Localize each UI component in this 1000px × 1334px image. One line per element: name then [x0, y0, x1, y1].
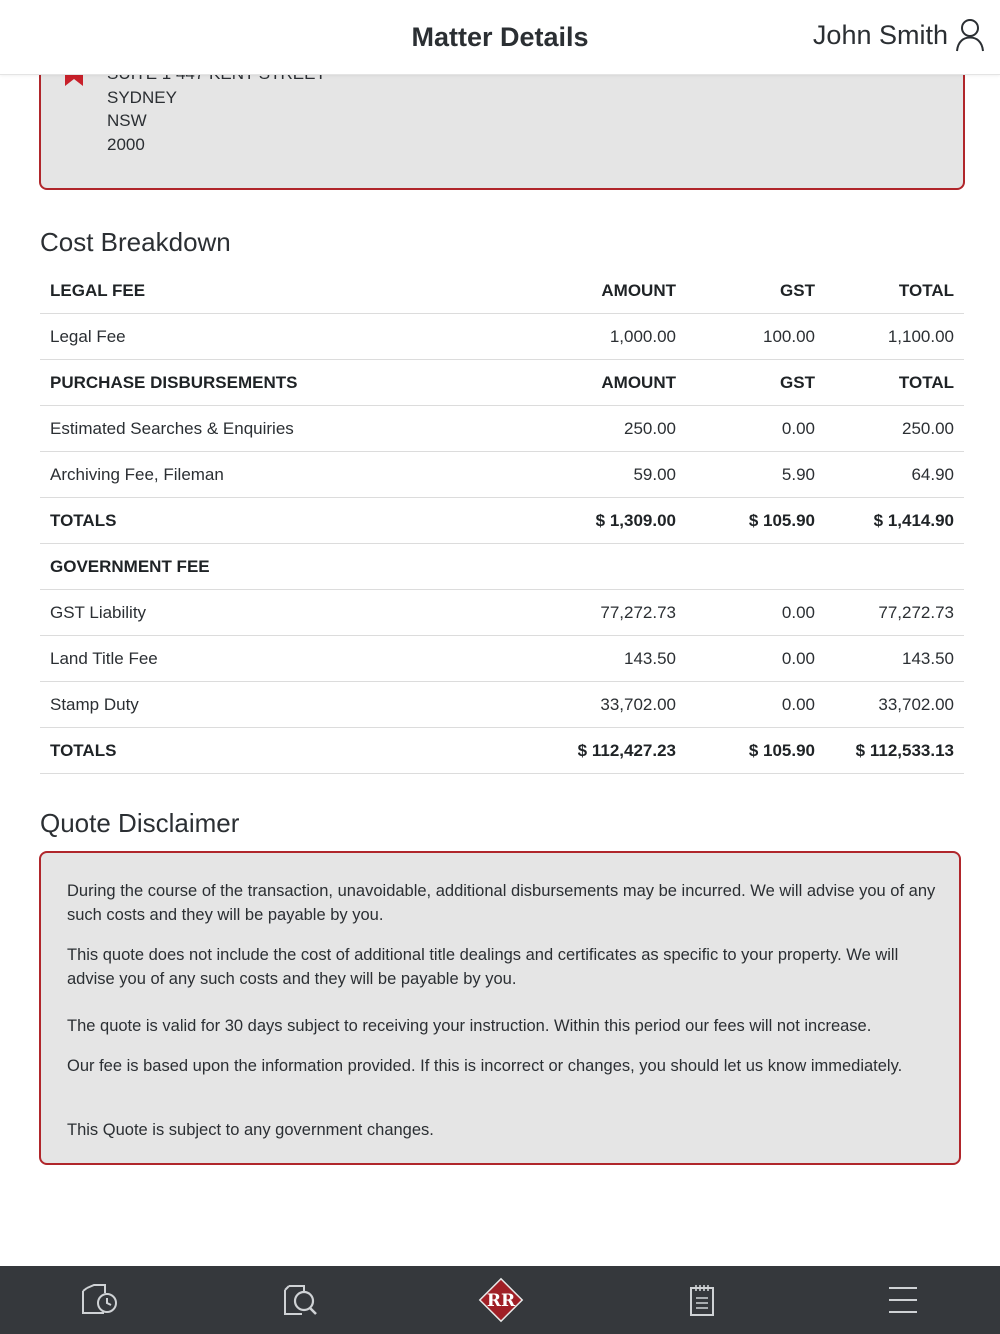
cell-amount: AMOUNT — [601, 373, 676, 392]
user-name: John Smith — [812, 19, 948, 50]
cell-gst: GST — [780, 281, 815, 300]
cell-total: TOTAL — [898, 373, 954, 392]
cell-amount: 1,000.00 — [609, 327, 676, 346]
table-row — [40, 452, 964, 498]
cell-gst: 5.90 — [781, 465, 815, 484]
cell-total: 143.50 — [902, 649, 954, 668]
cell-gst: 0.00 — [781, 695, 815, 714]
cost-table — [40, 268, 964, 774]
table-row-purchase-disbursements-header — [40, 360, 964, 406]
nav-search-documents[interactable] — [260, 1266, 340, 1334]
address-line-3: NSW — [107, 111, 147, 130]
cell-label: Legal Fee — [50, 327, 126, 346]
table-row-totals — [40, 498, 964, 544]
nav-matter-history[interactable] — [60, 1266, 140, 1334]
cell-label: Estimated Searches & Enquiries — [50, 419, 294, 438]
cell-gst: 0.00 — [781, 603, 815, 622]
cell-amount: 33,702.00 — [600, 695, 676, 714]
user-icon — [954, 18, 986, 52]
page-title: Matter Details — [411, 22, 589, 52]
cell-amount: 250.00 — [624, 419, 676, 438]
top-header — [0, 0, 1000, 75]
table-row — [40, 590, 964, 636]
cell-gst: $ 105.90 — [748, 741, 815, 760]
cell-amount: 143.50 — [624, 649, 676, 668]
logo-text: RR — [486, 1291, 516, 1311]
nav-notes[interactable] — [662, 1266, 742, 1334]
cell-label: Land Title Fee — [50, 649, 158, 668]
cell-gst: 0.00 — [781, 419, 815, 438]
nav-home-logo[interactable] — [461, 1266, 541, 1334]
cell-amount: 59.00 — [633, 465, 676, 484]
quote-disclaimer-card — [39, 851, 961, 1165]
cell-gst: GST — [780, 373, 815, 392]
cell-label: GOVERNMENT FEE — [50, 557, 210, 576]
cell-total: 64.90 — [911, 465, 954, 484]
cell-amount: $ 112,427.23 — [577, 741, 676, 760]
cell-amount: AMOUNT — [601, 281, 676, 300]
cell-label: Stamp Duty — [50, 695, 139, 714]
address-line-4: 2000 — [107, 134, 145, 154]
cell-label: TOTALS — [50, 511, 117, 530]
table-row — [40, 636, 964, 682]
nav-menu[interactable] — [863, 1266, 943, 1334]
bottom-navigation — [0, 1266, 1000, 1334]
cell-gst: $ 105.90 — [748, 511, 815, 530]
cell-gst: 100.00 — [763, 327, 815, 346]
cell-total: 77,272.73 — [878, 603, 954, 622]
cell-label: PURCHASE DISBURSEMENTS — [50, 373, 298, 392]
cell-gst: 0.00 — [781, 649, 815, 668]
cell-label: GST Liability — [50, 603, 147, 622]
cell-amount: $ 1,309.00 — [595, 511, 676, 530]
disclaimer-paragraph: Our fee is based upon the information provided. If this is incorrect or changes, you should let us know immediately. — [67, 1057, 903, 1075]
home-logo-icon — [476, 1275, 526, 1325]
table-row — [40, 682, 964, 728]
address-line-2: SYDNEY — [107, 87, 177, 107]
notes-icon — [689, 1283, 715, 1317]
menu-icon — [888, 1285, 918, 1315]
cell-total: 1,100.00 — [887, 327, 954, 346]
cell-total: $ 1,414.90 — [873, 511, 954, 530]
user-profile-button[interactable] — [813, 18, 986, 52]
table-row — [40, 314, 964, 360]
cell-total: $ 112,533.13 — [855, 741, 954, 760]
disclaimer-paragraph: The quote is valid for 30 days subject to receiving your instruction. Within this period our fees will not increase. — [67, 1017, 872, 1035]
table-row — [40, 406, 964, 452]
matter-history-icon — [80, 1283, 120, 1317]
search-documents-icon — [280, 1283, 320, 1317]
cell-total: TOTAL — [898, 281, 954, 300]
table-row-legal-fee-header — [40, 268, 964, 314]
table-row-government-fee-header — [40, 544, 964, 590]
disclaimer-paragraph: This Quote is subject to any government changes. — [67, 1121, 434, 1139]
cell-total: 33,702.00 — [878, 695, 954, 714]
table-row-totals — [40, 728, 964, 774]
address-lines — [107, 62, 326, 156]
cell-label: LEGAL FEE — [50, 281, 146, 300]
disclaimer-paragraph: During the course of the transaction, unavoidable, additional disbursements may be incurred. We will advise you of any such costs and they will be payable by you. — [67, 882, 936, 924]
cell-total: 250.00 — [902, 419, 954, 438]
cell-label: TOTALS — [50, 741, 117, 760]
quote-disclaimer-title: Quote Disclaimer — [40, 808, 240, 838]
cost-breakdown-title: Cost Breakdown — [40, 227, 231, 257]
disclaimer-paragraph: This quote does not include the cost of additional title dealings and certificates as specific to your property. We will advise you of any such costs and they will be payable by you. — [67, 946, 899, 988]
cell-label: Archiving Fee, Fileman — [50, 465, 224, 484]
cell-amount: 77,272.73 — [600, 603, 676, 622]
